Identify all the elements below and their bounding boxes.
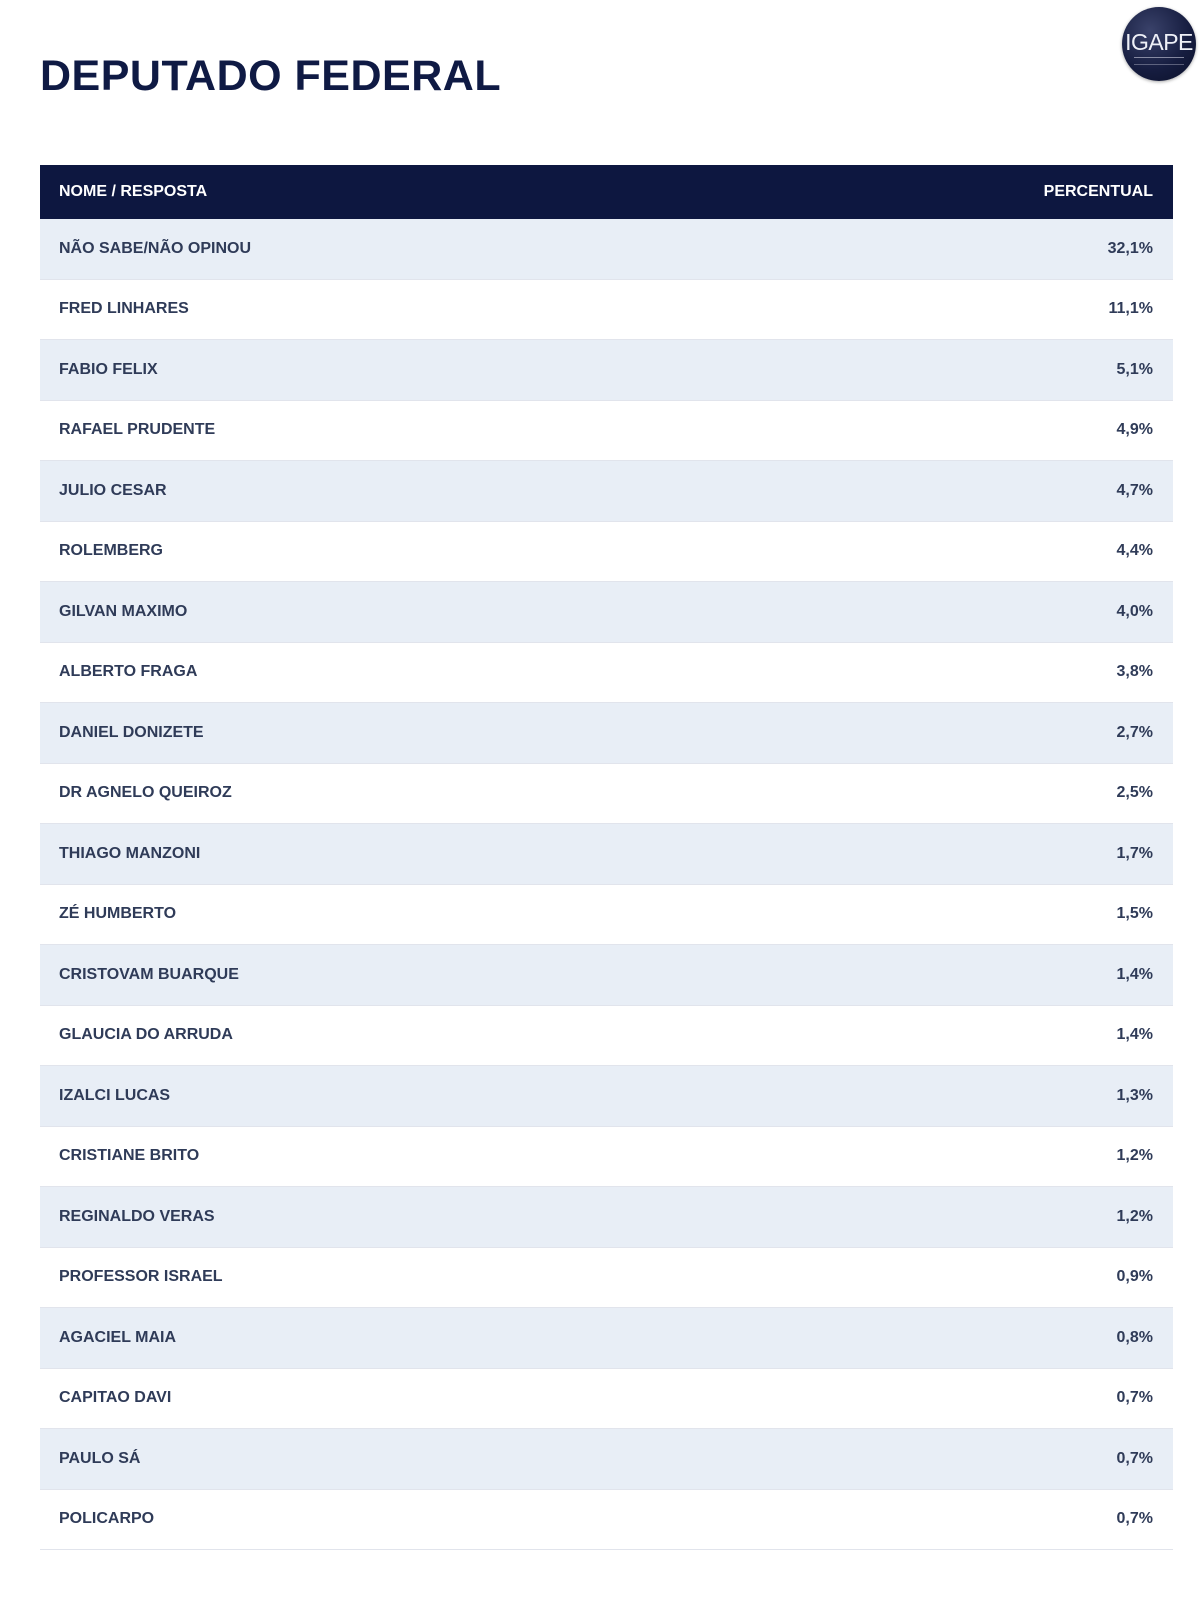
page-title: DEPUTADO FEDERAL	[40, 52, 502, 100]
row-percent: 4,4%	[1116, 542, 1153, 560]
row-name: CRISTIANE BRITO	[59, 1147, 200, 1165]
row-name: RAFAEL PRUDENTE	[59, 421, 216, 439]
table-row	[40, 1187, 1173, 1248]
table-row	[40, 401, 1173, 462]
row-percent: 0,7%	[1116, 1449, 1153, 1467]
row-name: IZALCI LUCAS	[59, 1086, 171, 1104]
row-percent: 0,7%	[1116, 1510, 1153, 1528]
logo-subtitle-mark	[1134, 57, 1184, 65]
row-name: PAULO SÁ	[59, 1449, 141, 1467]
row-name: CRISTOVAM BUARQUE	[59, 965, 239, 983]
row-percent: 5,1%	[1116, 360, 1153, 378]
row-percent: 1,2%	[1116, 1147, 1153, 1165]
row-name: FABIO FELIX	[59, 360, 158, 378]
row-name: NÃO SABE/NÃO OPINOU	[59, 239, 252, 257]
row-name: FRED LINHARES	[59, 300, 189, 318]
table-body	[40, 219, 1173, 1550]
row-percent: 1,2%	[1116, 1207, 1153, 1225]
row-percent: 2,5%	[1116, 784, 1153, 802]
column-header-percent: PERCENTUAL	[1043, 183, 1153, 200]
row-name: DANIEL DONIZETE	[59, 723, 204, 741]
table-row	[40, 280, 1173, 341]
table-row	[40, 945, 1173, 1006]
row-percent: 11,1%	[1108, 300, 1153, 318]
row-percent: 4,9%	[1116, 421, 1153, 439]
table-row	[40, 219, 1173, 280]
row-name: CAPITAO DAVI	[59, 1389, 172, 1407]
row-name: ZÉ HUMBERTO	[59, 905, 177, 923]
row-name: ROLEMBERG	[59, 542, 163, 560]
row-percent: 3,8%	[1116, 663, 1153, 681]
row-name: DR AGNELO QUEIROZ	[59, 784, 232, 802]
row-name: POLICARPO	[59, 1510, 155, 1528]
row-name: AGACIEL MAIA	[59, 1328, 177, 1346]
row-percent: 1,3%	[1116, 1086, 1153, 1104]
table-header	[40, 165, 1173, 219]
table-row	[40, 522, 1173, 583]
table-row	[40, 764, 1173, 825]
results-table	[40, 165, 1173, 1550]
row-percent: 0,9%	[1116, 1268, 1153, 1286]
table-row	[40, 1429, 1173, 1490]
table-row	[40, 1127, 1173, 1188]
table-row	[40, 461, 1173, 522]
table-row	[40, 1066, 1173, 1127]
row-name: JULIO CESAR	[59, 481, 167, 499]
table-row	[40, 703, 1173, 764]
row-percent: 2,7%	[1116, 723, 1153, 741]
row-percent: 1,5%	[1116, 905, 1153, 923]
row-name: PROFESSOR ISRAEL	[59, 1268, 223, 1286]
column-header-name: NOME / RESPOSTA	[59, 183, 208, 200]
row-name: GILVAN MAXIMO	[59, 602, 188, 620]
table-row	[40, 824, 1173, 885]
row-percent: 0,8%	[1116, 1328, 1153, 1346]
row-name: GLAUCIA DO ARRUDA	[59, 1026, 233, 1044]
table-row	[40, 1308, 1173, 1369]
table-row	[40, 1248, 1173, 1309]
table-row	[40, 643, 1173, 704]
table-row	[40, 1369, 1173, 1430]
table-row	[40, 1490, 1173, 1551]
row-percent: 1,7%	[1116, 844, 1153, 862]
row-name: ALBERTO FRAGA	[59, 663, 198, 681]
row-name: THIAGO MANZONI	[59, 844, 201, 862]
table-row	[40, 885, 1173, 946]
row-percent: 4,7%	[1116, 481, 1153, 499]
row-percent: 0,7%	[1116, 1389, 1153, 1407]
row-percent: 4,0%	[1116, 602, 1153, 620]
logo-text: IGAPE	[1125, 29, 1193, 55]
row-percent: 1,4%	[1116, 1026, 1153, 1044]
table-row	[40, 582, 1173, 643]
row-percent: 1,4%	[1116, 965, 1153, 983]
row-percent: 32,1%	[1107, 239, 1153, 257]
table-row	[40, 1006, 1173, 1067]
igape-logo	[1122, 7, 1196, 81]
table-row	[40, 340, 1173, 401]
row-name: REGINALDO VERAS	[59, 1207, 215, 1225]
